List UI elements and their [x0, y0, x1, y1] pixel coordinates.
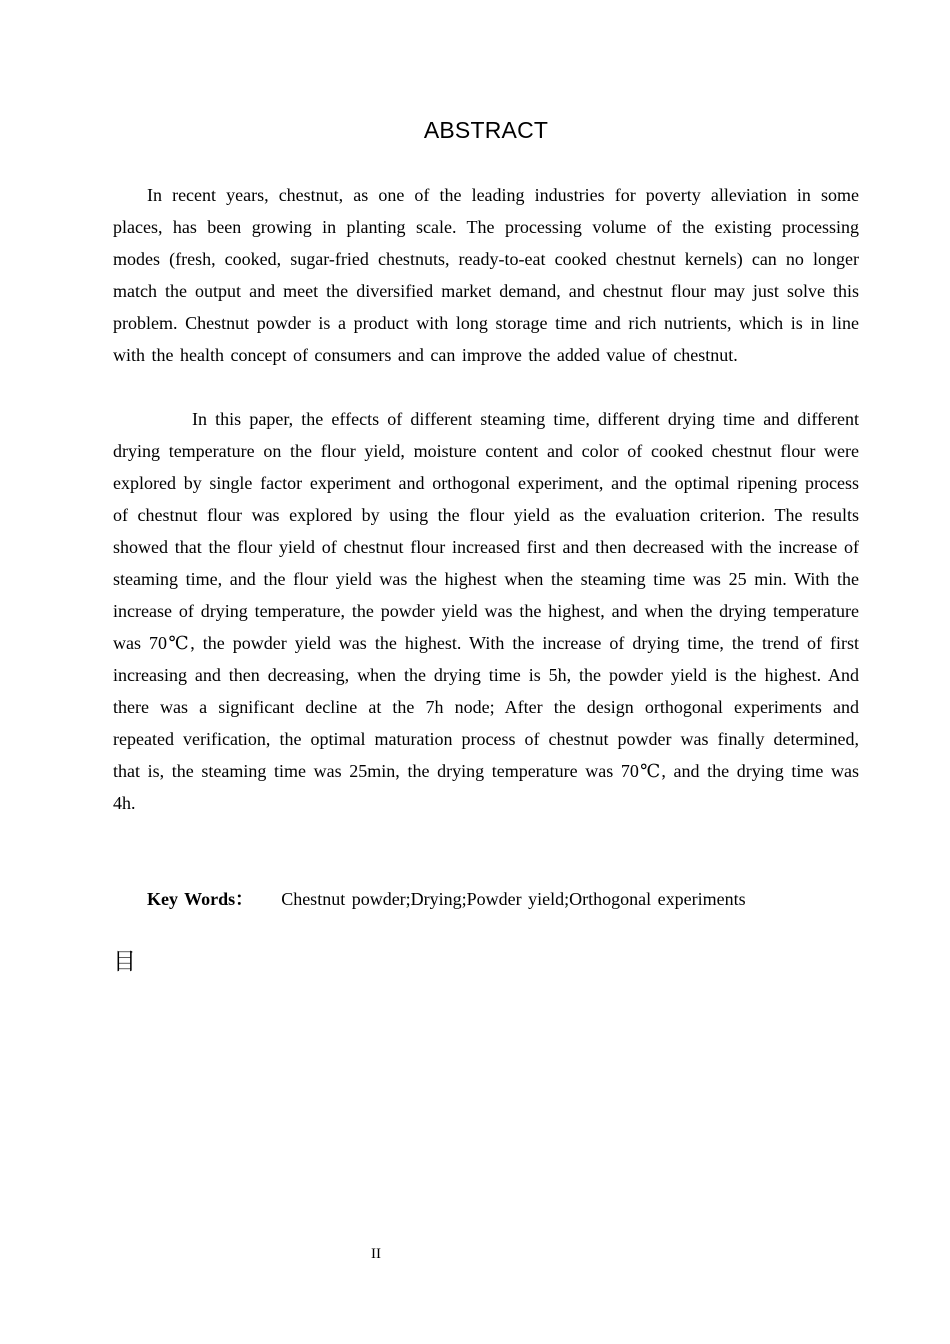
- abstract-paragraph-1: In recent years, chestnut, as one of the leading industries for poverty alleviation in some places, has been growing in planting scale. The processing volume of the existing processing modes (fresh, cooked, sugar-fried chestnuts, ready-to-eat cooked chestnut kernels) can no longer match the output and meet the diversified market demand, and chestnut flour may just solve this problem. Chestnut powder is a product with long storage time and rich nutrients, which is in line with the health concept of consumers and can improve the added value of chestnut.: [113, 185, 859, 365]
- abstract-title: ABSTRACT: [423, 117, 549, 143]
- keywords-line: [147, 884, 746, 914]
- keywords-label: Key Words：: [147, 889, 254, 909]
- abstract-paragraph-2: In this paper, the effects of different steaming time, different drying time and different drying temperature on the flour yield, moisture content and color of cooked chestnut flour were explored by single factor experiment and orthogonal experiment, and the optimal ripening process of chestnut flour was explored by using the flour yield as the evaluation criterion. The results showed that the flour yield of chestnut flour increased first and then decreased with the increase of steaming time, and the flour yield was the highest when the steaming time was 25 min. With the increase of drying temperature, the powder yield was the highest, and when the drying temperature was 70℃, the powder yield was the highest. With the increase of drying time, the trend of first increasing and then decreasing, when the drying time is 5h, the powder yield is the highest. And there was a significant decline at the 7h node; After the design orthogonal experiments and repeated verification, the optimal maturation process of chestnut powder was finally determined, that is, the steaming time was 25min, the drying temperature was 70℃, and the drying time was 4h.: [113, 409, 859, 813]
- page-number: II: [371, 1246, 381, 1262]
- toc-heading: 目: [113, 949, 136, 975]
- keywords-text: Chestnut powder;Drying;Powder yield;Orthogonal experiments: [281, 889, 746, 909]
